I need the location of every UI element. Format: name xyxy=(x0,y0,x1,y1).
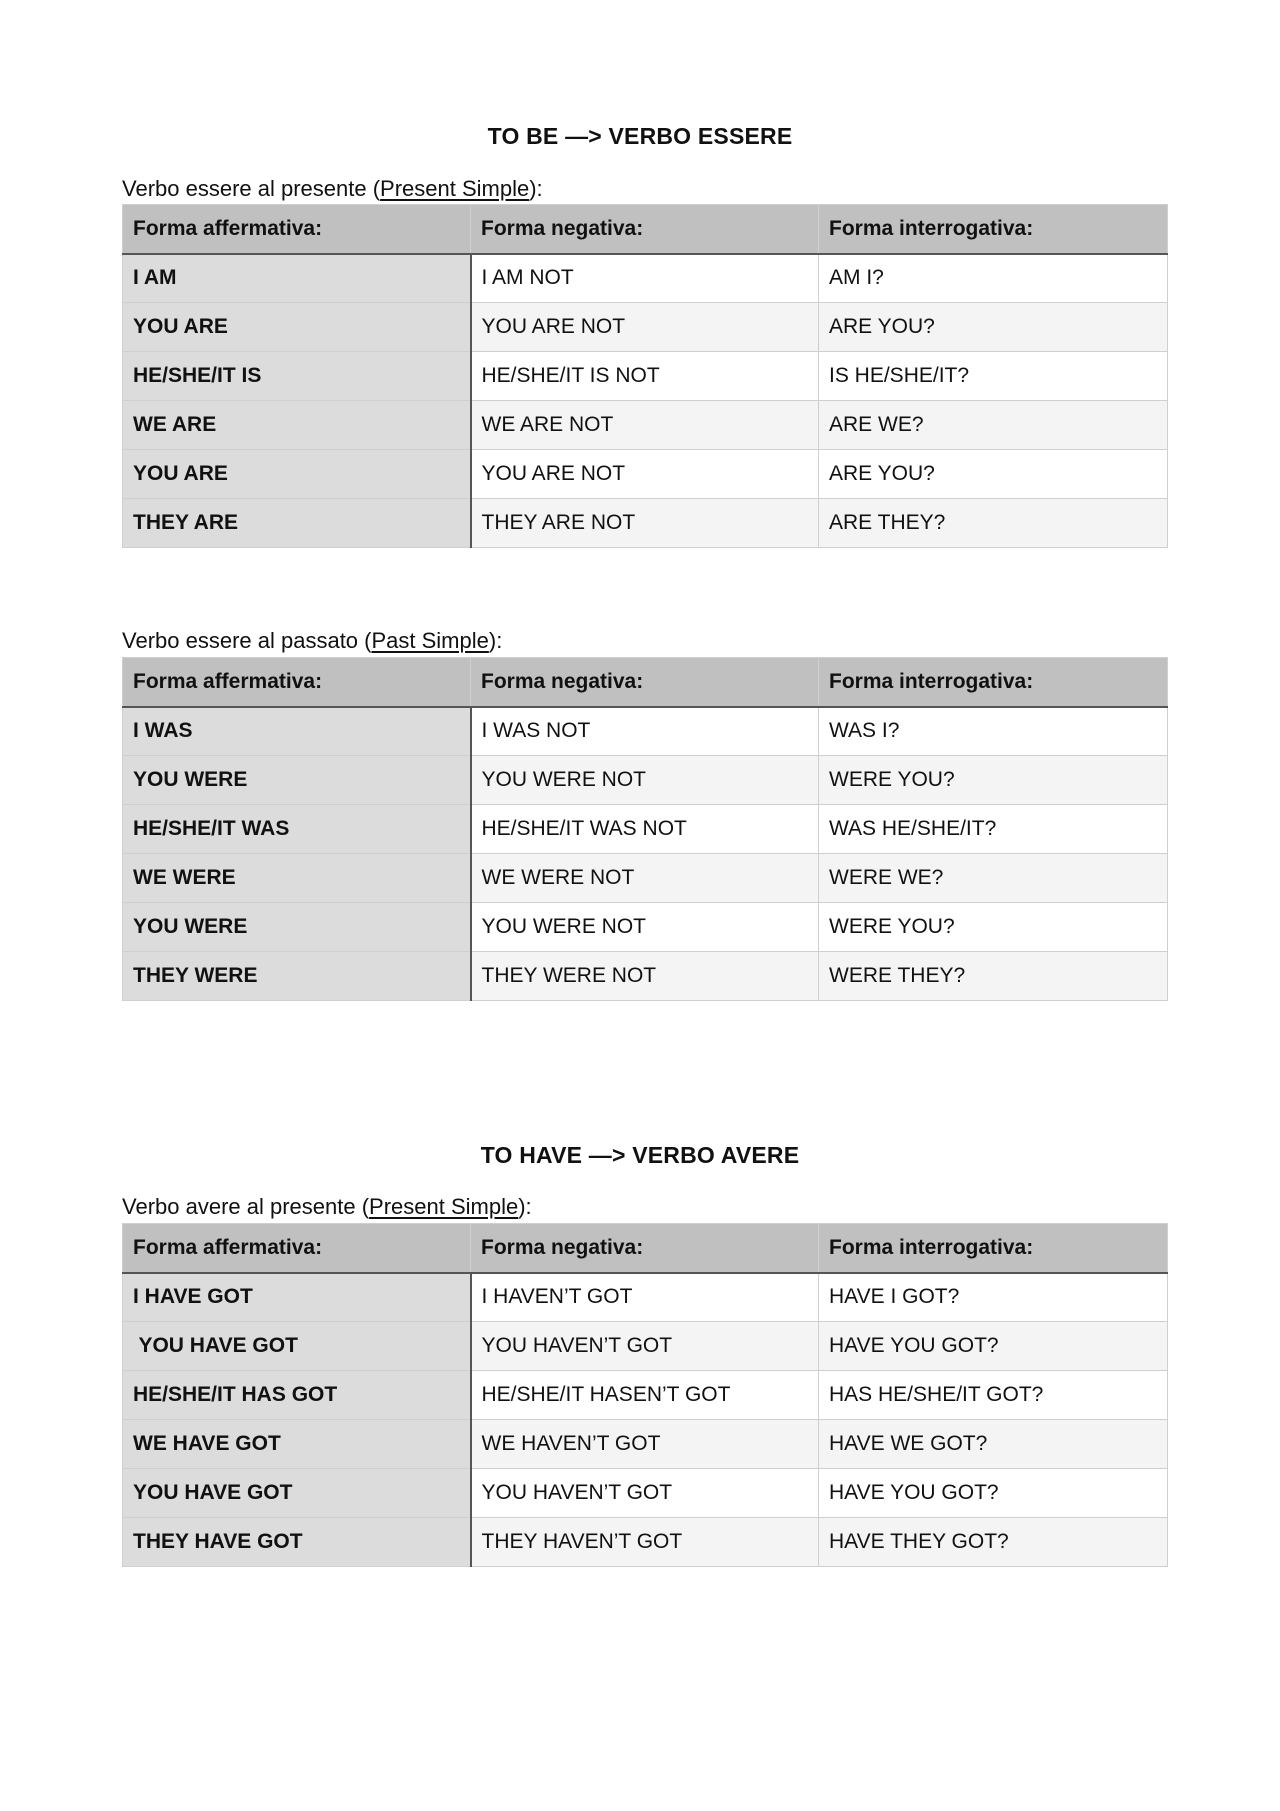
interrogative-cell: ARE YOU? xyxy=(819,450,1168,499)
affirmative-cell: THEY WERE xyxy=(123,952,471,1001)
table-row xyxy=(123,1469,1168,1518)
table-caption-past-to-be xyxy=(122,628,502,654)
interrogative-cell: HAS HE/SHE/IT GOT? xyxy=(819,1371,1168,1420)
header-interrogative: Forma interrogativa: xyxy=(819,1224,1168,1273)
affirmative-cell: YOU WERE xyxy=(123,903,471,952)
table-row xyxy=(123,952,1168,1001)
header-interrogative: Forma interrogativa: xyxy=(819,205,1168,254)
interrogative-cell: WAS I? xyxy=(819,707,1168,756)
interrogative-cell: HAVE YOU GOT? xyxy=(819,1322,1168,1371)
table-row xyxy=(123,254,1168,303)
table-row xyxy=(123,854,1168,903)
affirmative-cell: YOU ARE xyxy=(123,450,471,499)
header-affirmative: Forma affermativa: xyxy=(123,205,471,254)
affirmative-cell: HE/SHE/IT HAS GOT xyxy=(123,1371,471,1420)
table-row xyxy=(123,401,1168,450)
table-row xyxy=(123,1322,1168,1371)
negative-cell: I WAS NOT xyxy=(471,707,819,756)
negative-cell: YOU WERE NOT xyxy=(471,903,819,952)
header-affirmative: Forma affermativa: xyxy=(123,1224,471,1273)
affirmative-cell: HE/SHE/IT IS xyxy=(123,352,471,401)
negative-cell: YOU WERE NOT xyxy=(471,756,819,805)
affirmative-cell: WE HAVE GOT xyxy=(123,1420,471,1469)
caption-suffix: ): xyxy=(529,176,543,201)
table-row xyxy=(123,303,1168,352)
negative-cell: HE/SHE/IT IS NOT xyxy=(471,352,819,401)
interrogative-cell: WERE YOU? xyxy=(819,756,1168,805)
interrogative-cell: WERE YOU? xyxy=(819,903,1168,952)
affirmative-cell: THEY ARE xyxy=(123,499,471,548)
table-row xyxy=(123,499,1168,548)
interrogative-cell: ARE WE? xyxy=(819,401,1168,450)
affirmative-cell: WE ARE xyxy=(123,401,471,450)
interrogative-cell: HAVE THEY GOT? xyxy=(819,1518,1168,1567)
table-row xyxy=(123,1273,1168,1322)
negative-cell: YOU HAVEN’T GOT xyxy=(471,1322,819,1371)
table-row xyxy=(123,1518,1168,1567)
caption-tense-link: Present Simple xyxy=(380,176,530,201)
affirmative-cell: I HAVE GOT xyxy=(123,1273,471,1322)
caption-text: Verbo essere al passato ( xyxy=(122,628,372,653)
table-header-row xyxy=(123,205,1168,254)
negative-cell: YOU HAVEN’T GOT xyxy=(471,1469,819,1518)
header-negative: Forma negativa: xyxy=(471,205,819,254)
table-row xyxy=(123,450,1168,499)
table-caption-present-to-be xyxy=(122,176,543,202)
affirmative-cell: WE WERE xyxy=(123,854,471,903)
header-interrogative: Forma interrogativa: xyxy=(819,658,1168,707)
caption-suffix: ): xyxy=(518,1194,532,1219)
section-heading-to-have: TO HAVE —> VERBO AVERE xyxy=(480,1142,800,1168)
table-row xyxy=(123,805,1168,854)
table-header-row xyxy=(123,1224,1168,1273)
negative-cell: HE/SHE/IT HASEN’T GOT xyxy=(471,1371,819,1420)
interrogative-cell: WERE WE? xyxy=(819,854,1168,903)
caption-text: Verbo essere al presente ( xyxy=(122,176,381,201)
affirmative-cell: I AM xyxy=(123,254,471,303)
negative-cell: WE WERE NOT xyxy=(471,854,819,903)
header-negative: Forma negativa: xyxy=(471,1224,819,1273)
negative-cell: WE HAVEN’T GOT xyxy=(471,1420,819,1469)
conjugation-table-to-be-past xyxy=(122,657,1168,1001)
header-negative: Forma negativa: xyxy=(471,658,819,707)
affirmative-cell: HE/SHE/IT WAS xyxy=(123,805,471,854)
caption-tense-link: Present Simple xyxy=(369,1194,519,1219)
interrogative-cell: AM I? xyxy=(819,254,1168,303)
negative-cell: THEY HAVEN’T GOT xyxy=(471,1518,819,1567)
caption-suffix: ): xyxy=(488,628,503,653)
interrogative-cell: ARE YOU? xyxy=(819,303,1168,352)
affirmative-cell: I WAS xyxy=(123,707,471,756)
table-row xyxy=(123,1420,1168,1469)
negative-cell: THEY ARE NOT xyxy=(471,499,819,548)
interrogative-cell: HAVE I GOT? xyxy=(819,1273,1168,1322)
caption-text: Verbo avere al presente ( xyxy=(122,1194,370,1219)
table-row xyxy=(123,756,1168,805)
table-row xyxy=(123,707,1168,756)
interrogative-cell: WERE THEY? xyxy=(819,952,1168,1001)
table-header-row xyxy=(123,658,1168,707)
conjugation-table-to-be-present xyxy=(122,204,1168,548)
affirmative-cell: YOU WERE xyxy=(123,756,471,805)
negative-cell: THEY WERE NOT xyxy=(471,952,819,1001)
table-row xyxy=(123,352,1168,401)
affirmative-cell: YOU ARE xyxy=(123,303,471,352)
interrogative-cell: IS HE/SHE/IT? xyxy=(819,352,1168,401)
table-caption-present-to-have xyxy=(122,1194,532,1220)
negative-cell: WE ARE NOT xyxy=(471,401,819,450)
negative-cell: HE/SHE/IT WAS NOT xyxy=(471,805,819,854)
section-heading-to-be: TO BE —> VERBO ESSERE xyxy=(487,123,793,149)
interrogative-cell: ARE THEY? xyxy=(819,499,1168,548)
header-affirmative: Forma affermativa: xyxy=(123,658,471,707)
table-row xyxy=(123,1371,1168,1420)
affirmative-cell: YOU HAVE GOT xyxy=(123,1469,471,1518)
interrogative-cell: HAVE WE GOT? xyxy=(819,1420,1168,1469)
negative-cell: YOU ARE NOT xyxy=(471,303,819,352)
negative-cell: I HAVEN’T GOT xyxy=(471,1273,819,1322)
affirmative-cell: YOU HAVE GOT xyxy=(123,1322,471,1371)
negative-cell: YOU ARE NOT xyxy=(471,450,819,499)
table-row xyxy=(123,903,1168,952)
affirmative-cell: THEY HAVE GOT xyxy=(123,1518,471,1567)
interrogative-cell: WAS HE/SHE/IT? xyxy=(819,805,1168,854)
conjugation-table-to-have-present xyxy=(122,1223,1168,1567)
caption-tense-link: Past Simple xyxy=(371,628,489,653)
interrogative-cell: HAVE YOU GOT? xyxy=(819,1469,1168,1518)
negative-cell: I AM NOT xyxy=(471,254,819,303)
